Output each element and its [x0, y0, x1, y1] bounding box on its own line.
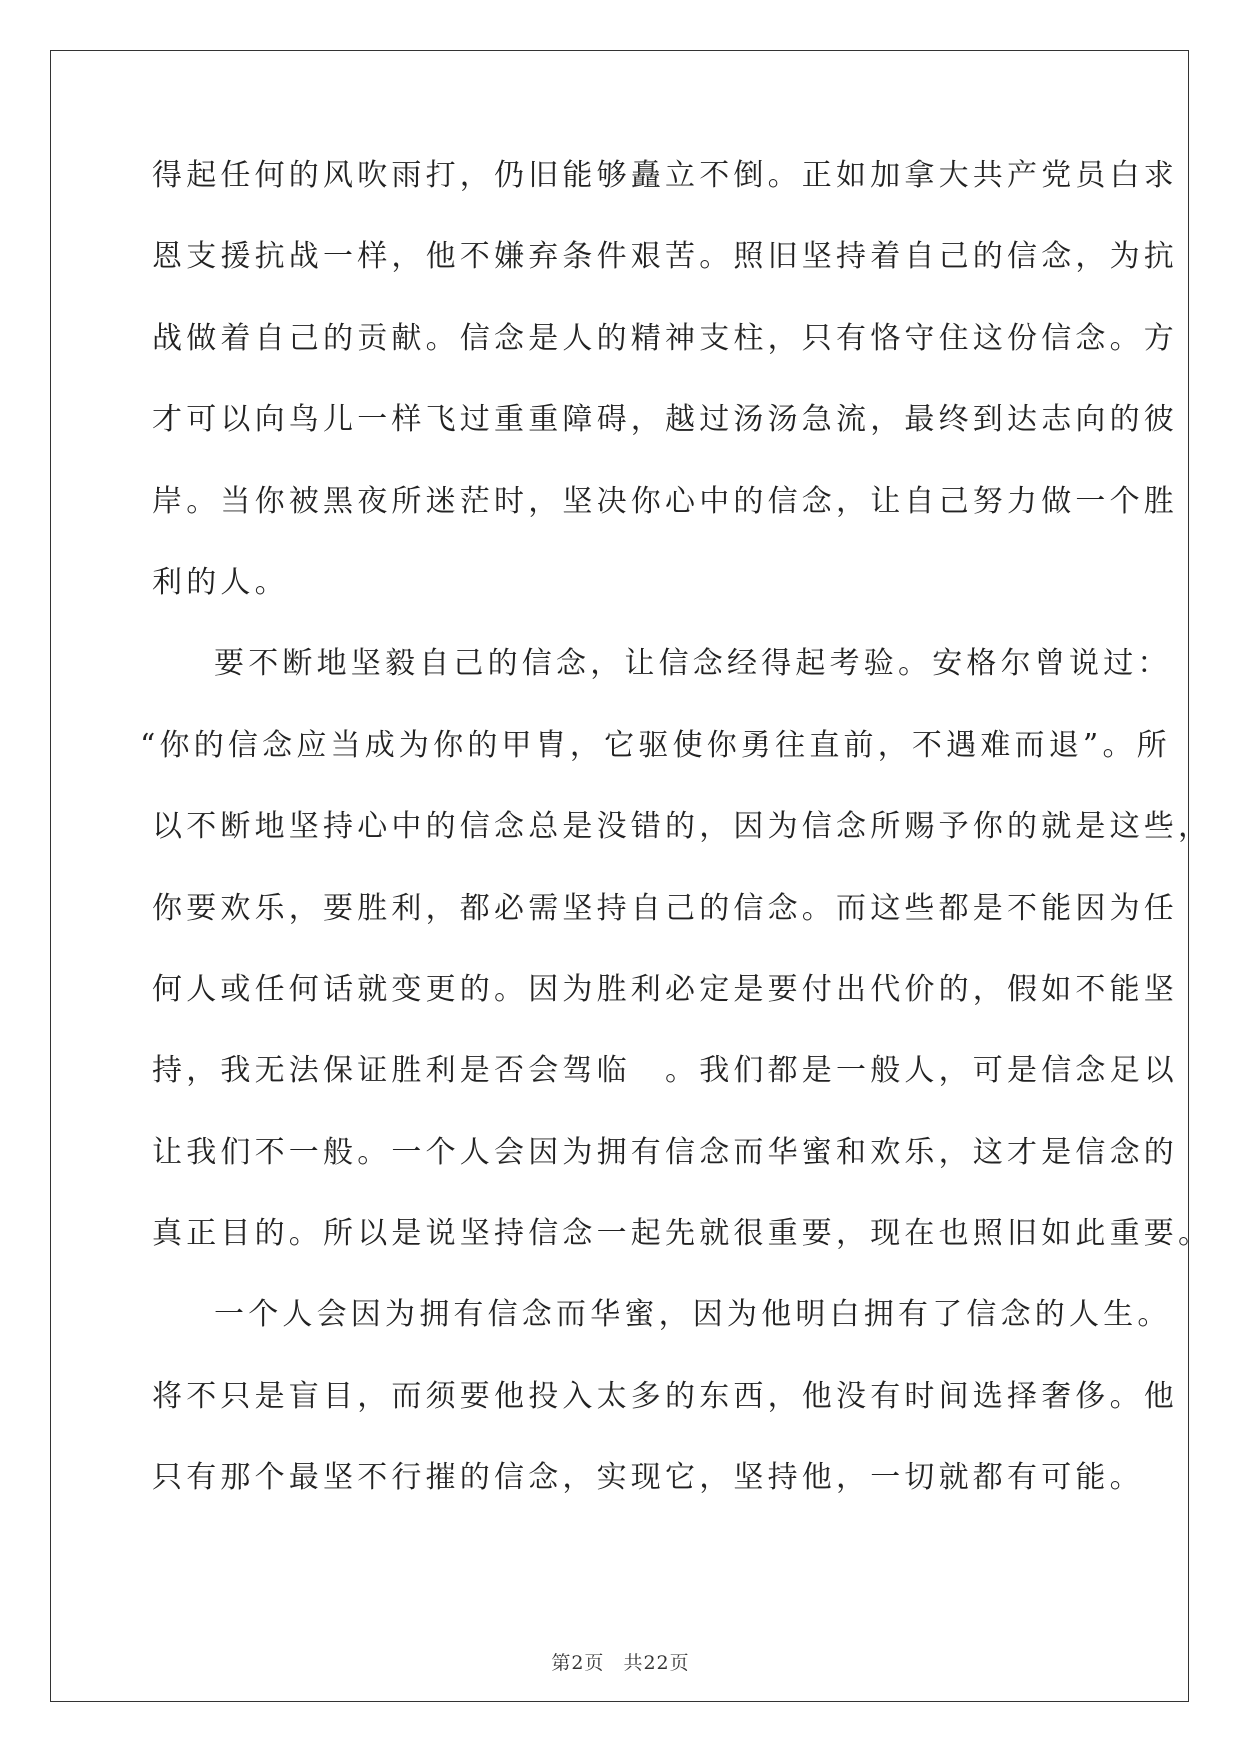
document-body: [140, 158, 1213, 1542]
page-number: 第2页: [551, 1652, 605, 1674]
text-line: 何人或任何话就变更的。因为胜利必定是要付出代价的，假如不能坚: [152, 971, 1178, 1007]
text-line: 你要欢乐，要胜利，都必需坚持自己的信念。而这些都是不能因为任: [152, 890, 1178, 926]
paragraph-start-line: 要不断地坚毅自己的信念，让信念经得起考验。安格尔曾说过：: [214, 646, 1172, 682]
text-line: 以不断地坚持心中的信念总是没错的，因为信念所赐予你的就是这些，: [152, 809, 1213, 845]
text-line: 才可以向鸟儿一样飞过重重障碍，越过汤汤急流，最终到达志向的彼: [152, 402, 1178, 438]
text-line: 岸。当你被黑夜所迷茫时，坚决你心中的信念，让自己努力做一个胜: [152, 483, 1178, 519]
text-line: 将不只是盲目，而须要他投入太多的东西，他没有时间选择奢侈。他: [152, 1378, 1178, 1414]
total-pages: 共22页: [623, 1652, 690, 1674]
text-line: 得起任何的风吹雨打，仍旧能够矗立不倒。正如加拿大共产党员白求: [152, 158, 1178, 193]
text-line: “你的信念应当成为你的甲胄，它驱使你勇往直前，不遇难而退”。所: [140, 727, 1171, 763]
text-line: 恩支援抗战一样，他不嫌弃条件艰苦。照旧坚持着自己的信念，为抗: [152, 239, 1178, 275]
page-footer: [0, 1648, 1241, 1675]
text-line: 只有那个最坚不行摧的信念，实现它，坚持他，一切就都有可能。: [152, 1460, 1144, 1496]
text-line: 战做着自己的贡献。信念是人的精神支柱，只有恪守住这份信念。方: [152, 320, 1178, 356]
text-line: 让我们不一般。一个人会因为拥有信念而华蜜和欢乐，这才是信念的: [152, 1134, 1178, 1170]
text-line: 持，我无法保证胜利是否会驾临 。我们都是一般人，可是信念足以: [152, 1053, 1178, 1089]
text-line: 真正目的。所以是说坚持信念一起先就很重要，现在也照旧如此重要。: [152, 1216, 1213, 1252]
paragraph-start-line: 一个人会因为拥有信念而华蜜，因为他明白拥有了信念的人生。: [214, 1297, 1172, 1333]
text-line: 利的人。: [152, 564, 289, 600]
